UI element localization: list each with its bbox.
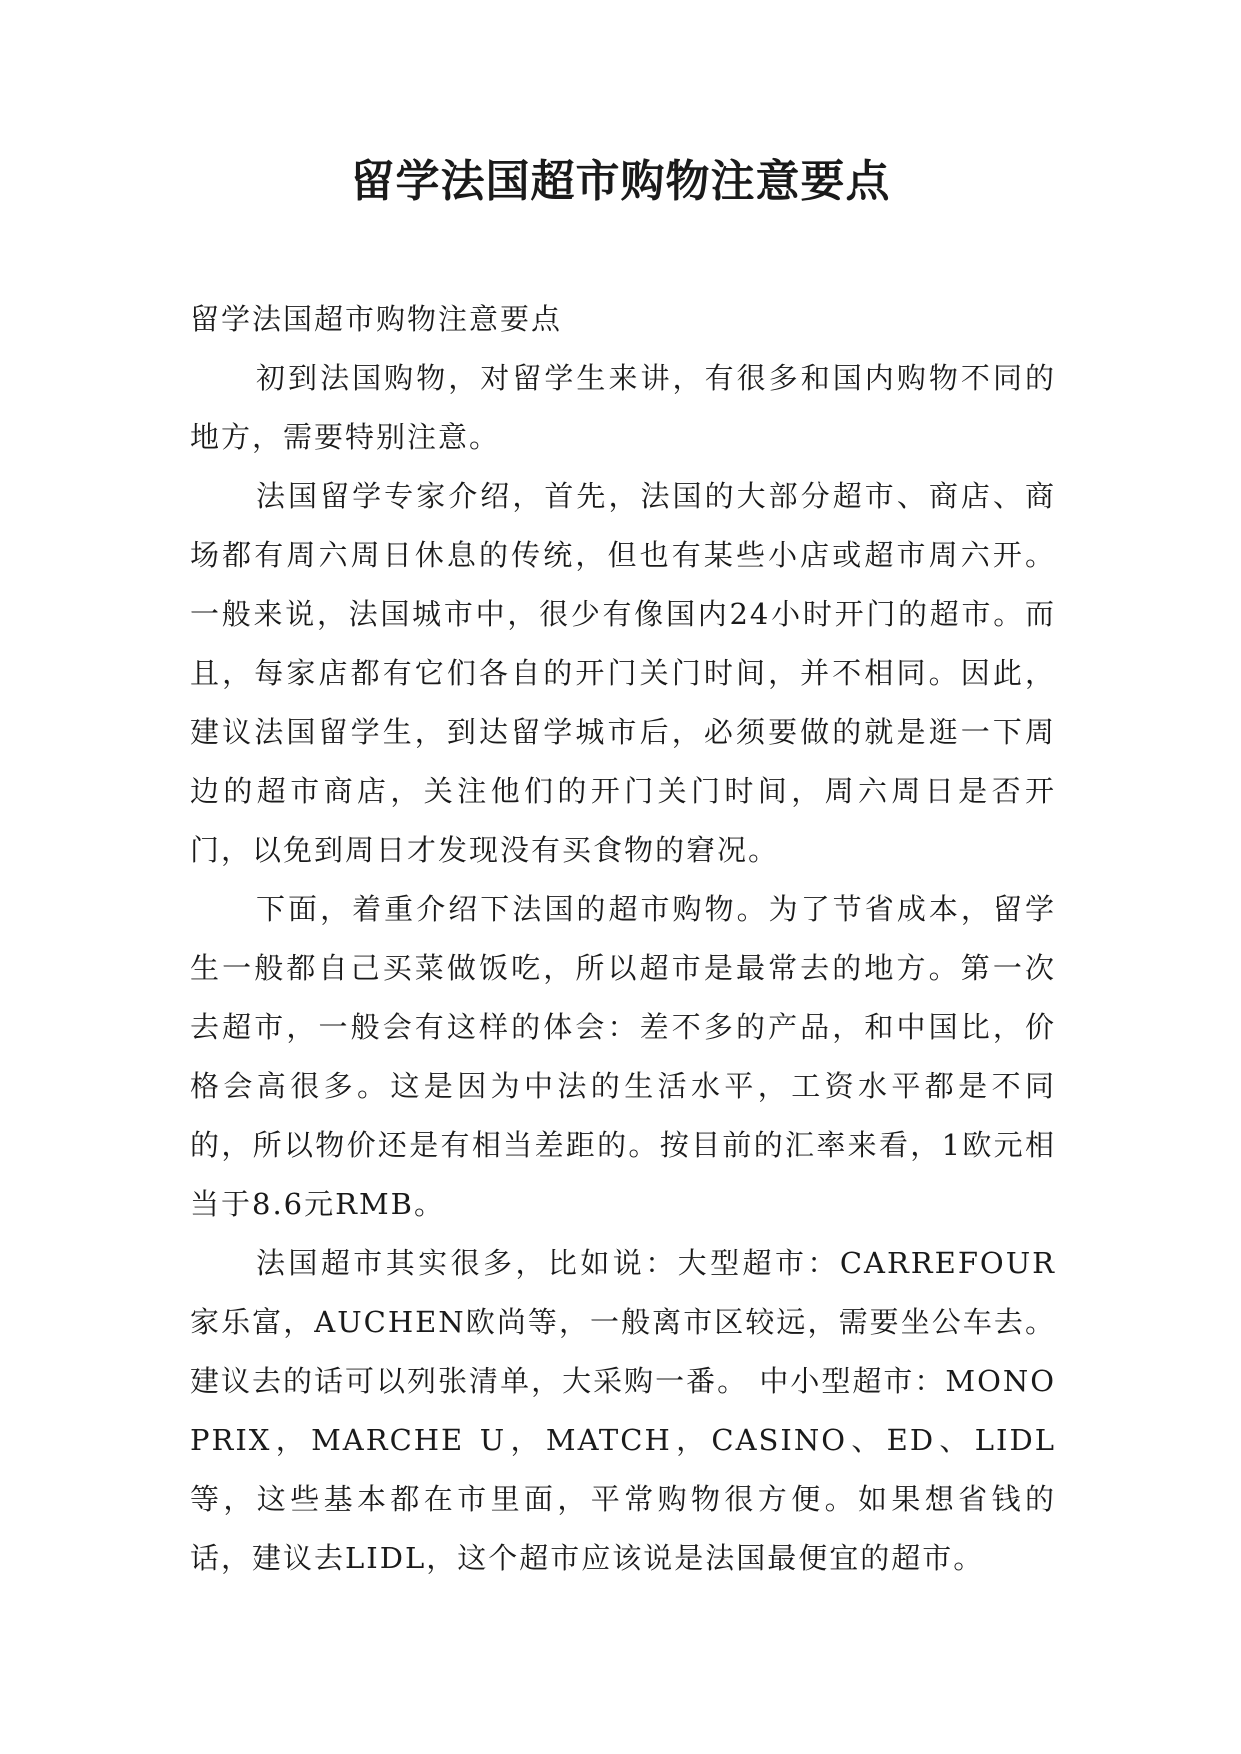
document-body [190, 290, 1056, 1588]
paragraph-supermarket-prices: 下面，着重介绍下法国的超市购物。为了节省成本，留学生一般都自己买菜做饭吃，所以超市是最常去的地方。第一次去超市，一般会有这样的体会：差不多的产品，和中国比，价格会高很多。这是因为中法的生活水平，工资水平都是不同的，所以物价还是有相当差距的。按目前的汇率来看，1欧元相当于8.6元RMB。 [190, 892, 1056, 1221]
paragraph-opening-hours: 法国留学专家介绍，首先，法国的大部分超市、商店、商场都有周六周日休息的传统，但也有某些小店或超市周六开。一般来说，法国城市中，很少有像国内24小时开门的超市。而且，每家店都有它们各自的开门关门时间，并不相同。因此，建议法国留学生，到达留学城市后，必须要做的就是逛一下周边的超市商店，关注他们的开门关门时间，周六周日是否开门，以免到周日才发现没有买食物的窘况。 [190, 479, 1056, 867]
paragraph-intro: 初到法国购物，对留学生来讲，有很多和国内购物不同的地方，需要特别注意。 [190, 361, 1056, 454]
page-title: 留学法国超市购物注意要点 [350, 156, 891, 207]
paragraph-supermarket-types: 法国超市其实很多，比如说：大型超市：CARREFOUR家乐富，AUCHEN欧尚等，一般离市区较远，需要坐公车去。建议去的话可以列张清单，大采购一番。 中小型超市：MONOPRIX，MARCHE U，MATCH，CASINO、ED、LIDL等，这些基本都在市里面，平常购物很方便。如果想省钱的话，建议去LIDL，这个超市应该说是法国最便宜的超市。 [190, 1246, 1056, 1575]
document-subtitle: 留学法国超市购物注意要点 [190, 302, 563, 336]
